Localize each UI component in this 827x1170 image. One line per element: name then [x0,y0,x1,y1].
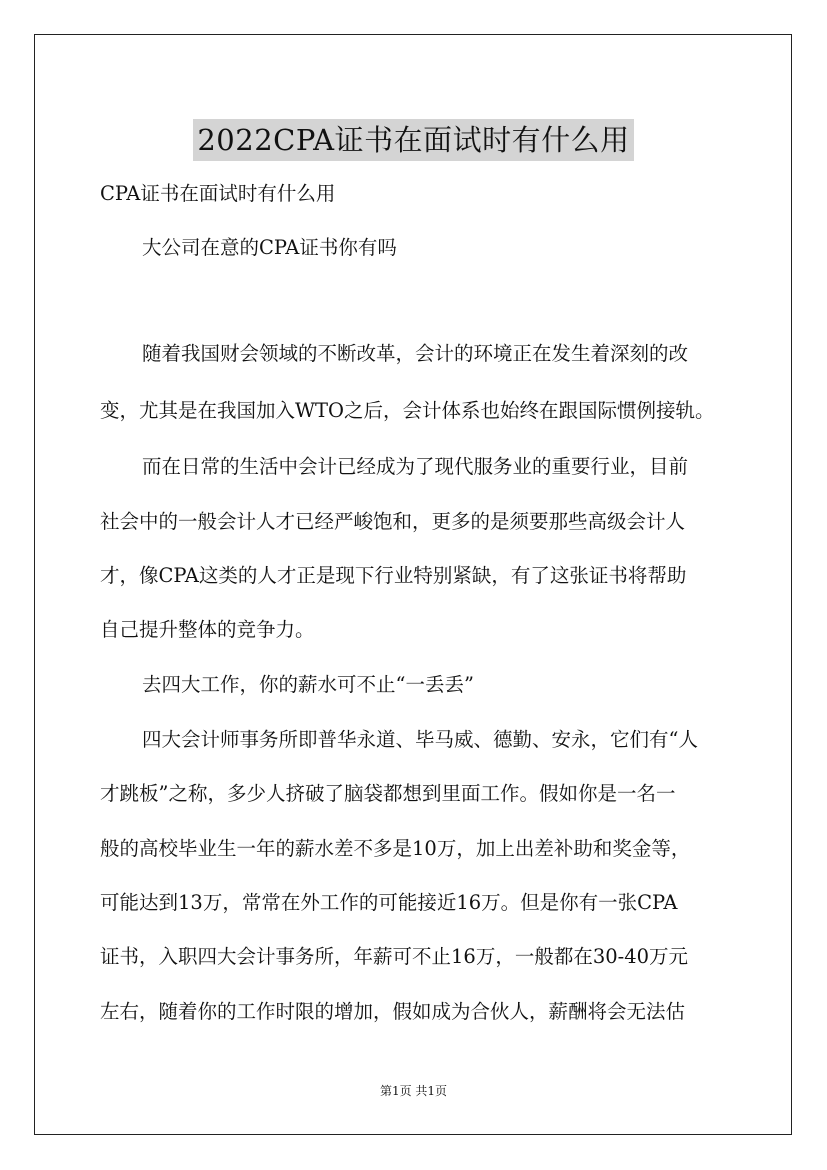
paragraph-line: 随着我国财会领域的不断改革，会计的环境正在发生着深刻的改 [142,342,689,365]
document-subtitle: CPA证书在面试时有什么用 [100,182,336,205]
paragraph-line: 可能达到13万，常常在外工作的可能接近16万。但是你有一张CPA [100,891,678,914]
document-title: 2022CPA证书在面试时有什么用 [193,119,633,161]
paragraph-line: 自己提升整体的竞争力。 [100,618,315,641]
paragraph-line: 四大会计师事务所即普华永道、毕马威、德勤、安永，它们有“人 [142,728,698,751]
paragraph-line: 而在日常的生活中会计已经成为了现代服务业的重要行业，目前 [142,455,689,478]
paragraph-line: 社会中的一般会计人才已经严峻饱和，更多的是须要那些高级会计人 [100,510,686,533]
paragraph-line: 变，尤其是在我国加入WTO之后，会计体系也始终在跟国际惯例接轨。 [100,399,715,422]
paragraph-line: 才，像CPA这类的人才正是现下行业特别紧缺，有了这张证书将帮助 [100,564,687,587]
paragraph-line: 般的高校毕业生一年的薪水差不多是10万，加上出差补助和奖金等， [100,837,691,860]
title-container [0,100,827,181]
page-number-footer: 第1页 共1页 [379,1084,448,1098]
paragraph-line: 左右，随着你的工作时限的增加，假如成为合伙人，薪酬将会无法估 [100,1000,686,1023]
paragraph-line: 才跳板”之称，多少人挤破了脑袋都想到里面工作。假如你是一名一 [100,782,676,805]
section-heading: 大公司在意的CPA证书你有吗 [142,236,397,259]
section-heading-2: 去四大工作，你的薪水可不止“一丢丢” [142,673,474,696]
paragraph-line: 证书，入职四大会计事务所，年薪可不止16万，一般都在30-40万元 [100,945,689,968]
